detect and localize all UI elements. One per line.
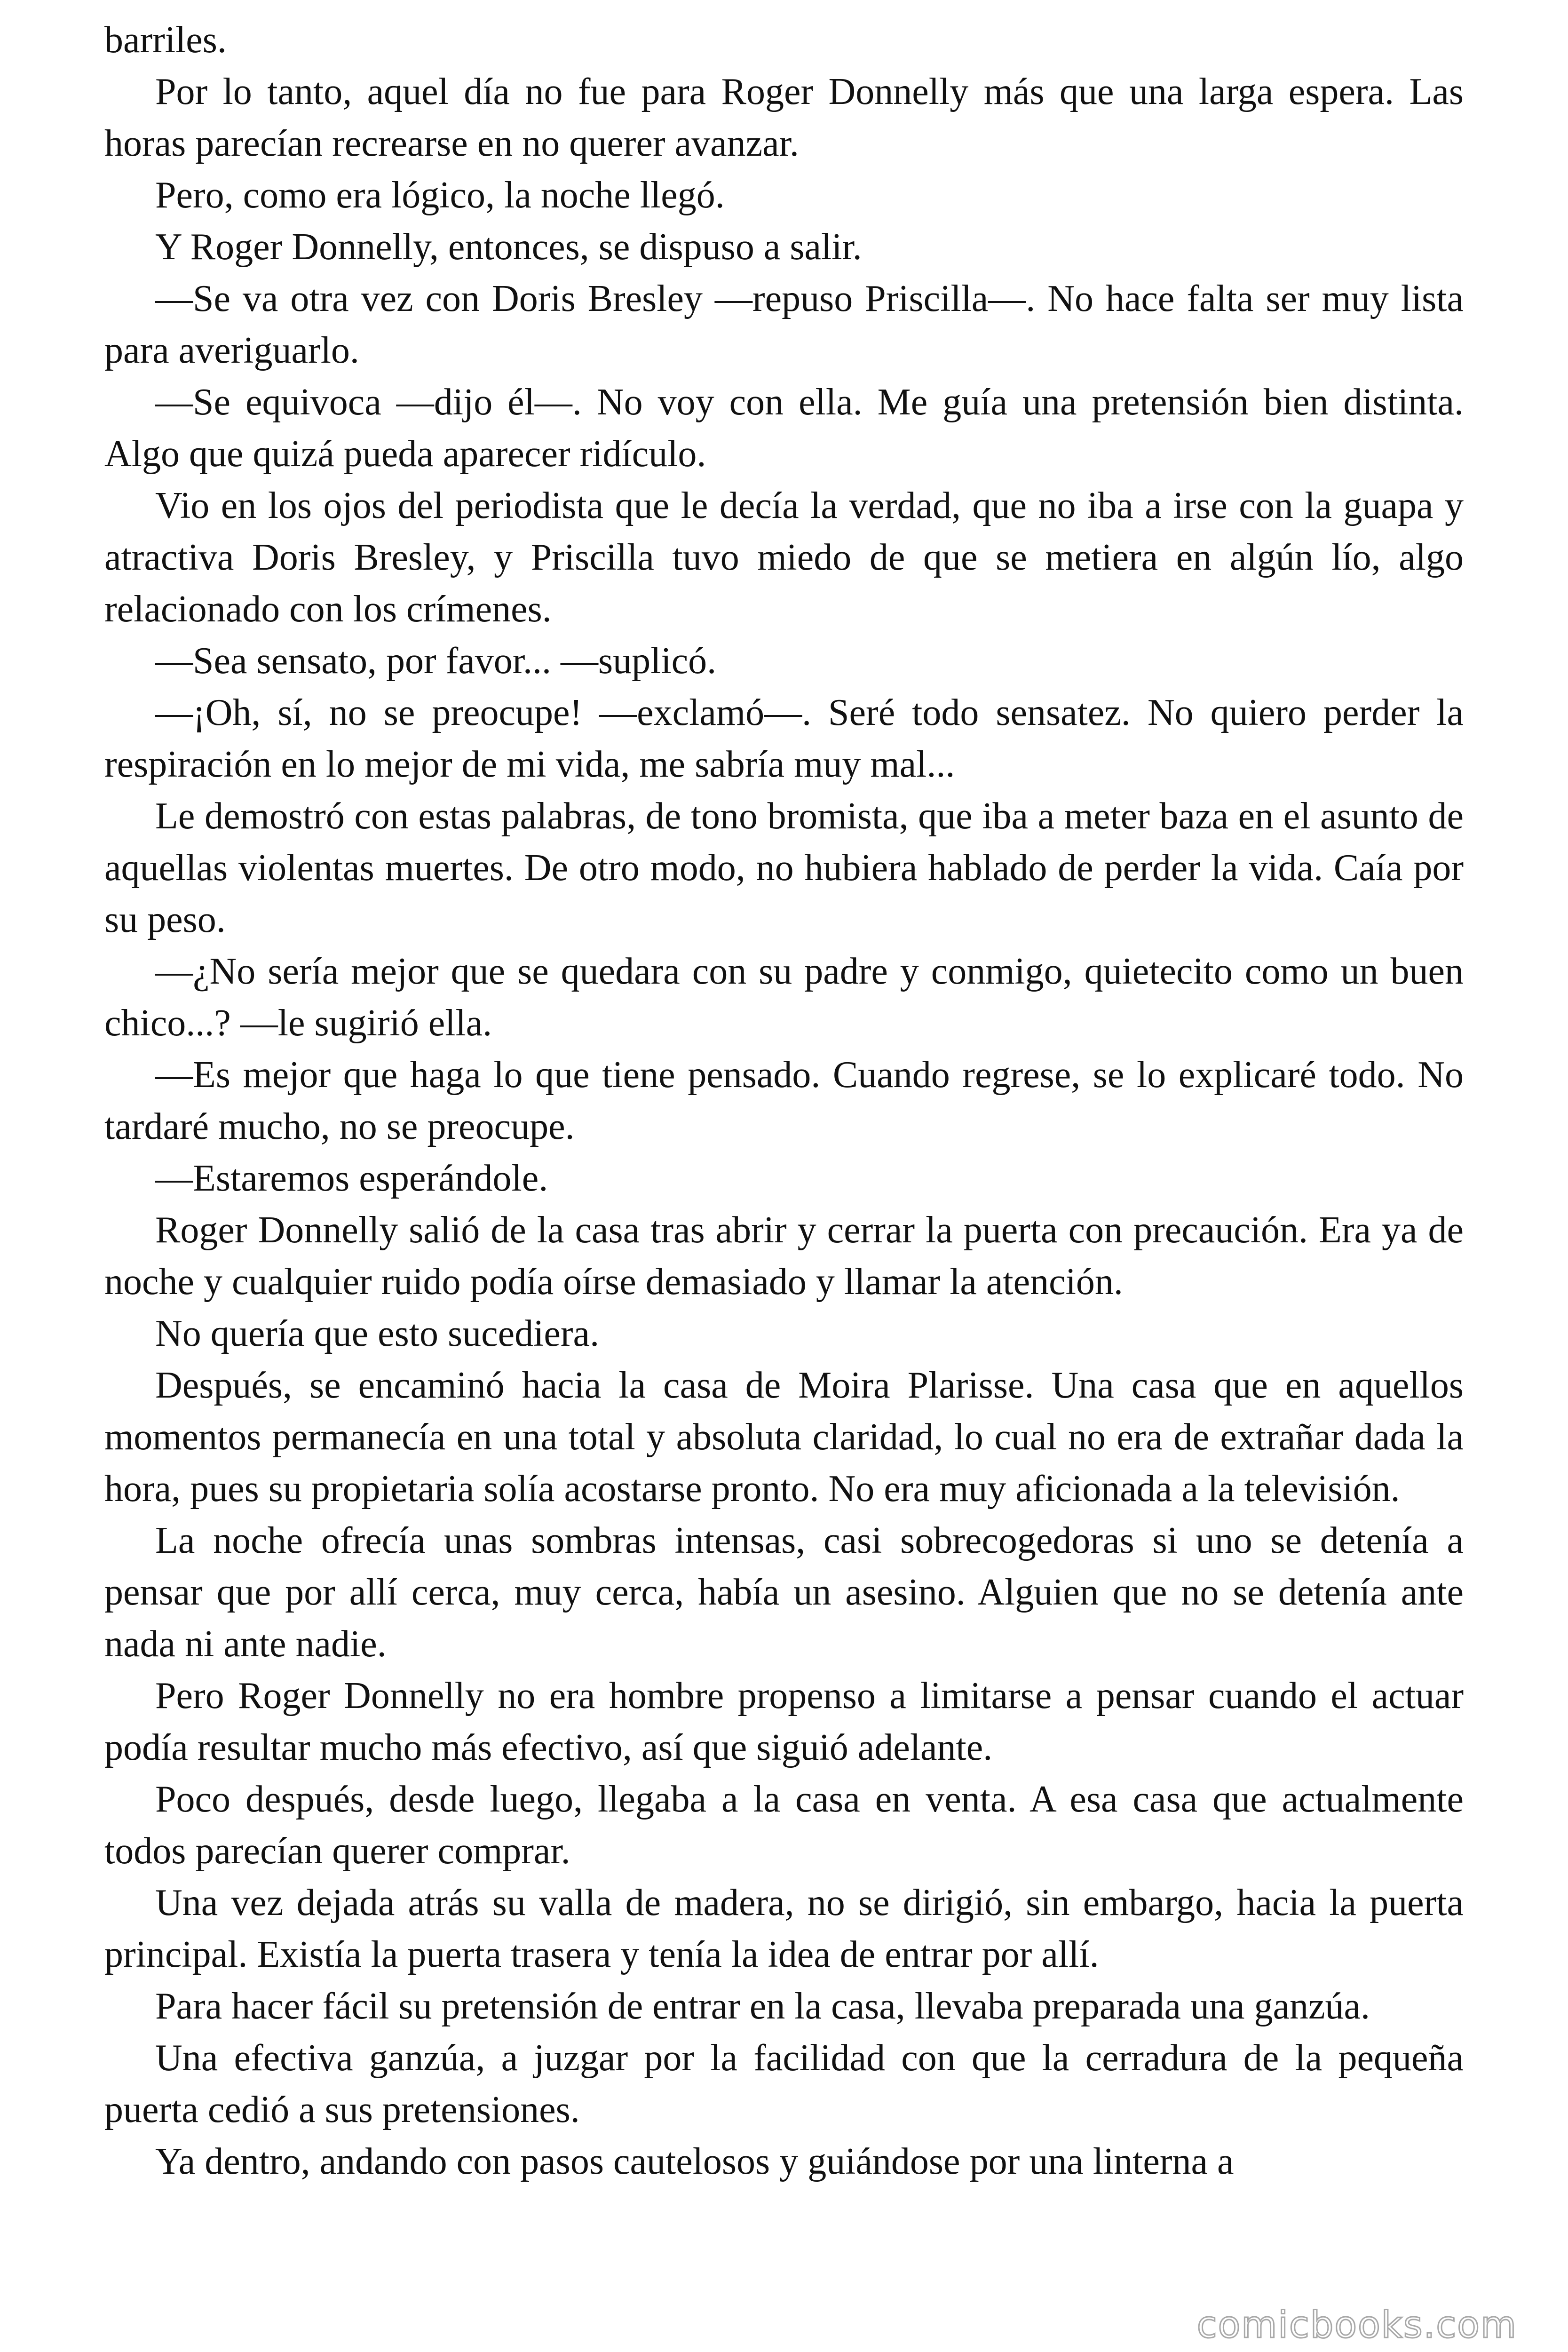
paragraph: Una efectiva ganzúa, a juzgar por la facilidad con que la cerradura de la pequeña puerta cedió a sus pretensiones. [104, 2037, 1464, 2130]
paragraph: Pero Roger Donnelly no era hombre propenso a limitarse a pensar cuando el actuar podía resultar mucho más efectivo, así que siguió adelante. [104, 1675, 1464, 1768]
watermark: comicbooks.com [1196, 2304, 1517, 2346]
paragraph: Pero, como era lógico, la noche llegó. [155, 175, 725, 216]
paragraph: —Sea sensato, por favor... —suplicó. [155, 640, 717, 682]
paragraph: Por lo tanto, aquel día no fue para Roger Donnelly más que una larga espera. Las horas parecían recrearse en no querer avanzar. [104, 71, 1464, 164]
paragraph: No quería que esto sucediera. [155, 1313, 600, 1354]
paragraph: —Estaremos esperándole. [155, 1158, 548, 1199]
paragraph: —Es mejor que haga lo que tiene pensado. Cuando regrese, se lo explicaré todo. No tardaré mucho, no se preocupe. [104, 1054, 1464, 1147]
paragraph: barriles. [104, 19, 227, 61]
paragraph: —Se equivoca —dijo él—. No voy con ella. Me guía una pretensión bien distinta. Algo que quizá pueda aparecer ridículo. [104, 381, 1464, 475]
body-text [104, 14, 1464, 2187]
paragraph: —¿No sería mejor que se quedara con su padre y conmigo, quietecito como un buen chico...? —le sugirió ella. [104, 951, 1464, 1044]
paragraph: Vio en los ojos del periodista que le decía la verdad, que no iba a irse con la guapa y atractiva Doris Bresley, y Priscilla tuvo miedo de que se metiera en algún lío, algo relacionado con los crímenes. [104, 485, 1464, 630]
paragraph: Y Roger Donnelly, entonces, se dispuso a salir. [155, 226, 862, 268]
paragraph: —Se va otra vez con Doris Bresley —repuso Priscilla—. No hace falta ser muy lista para averiguarlo. [104, 278, 1464, 371]
paragraph: Roger Donnelly salió de la casa tras abrir y cerrar la puerta con precaución. Era ya de noche y cualquier ruido podía oírse demasiado y llamar la atención. [104, 1209, 1464, 1303]
paragraph: La noche ofrecía unas sombras intensas, casi sobrecogedoras si uno se detenía a pensar que por allí cerca, muy cerca, había un asesino. Alguien que no se detenía ante nada ni ante nadie. [104, 1520, 1464, 1665]
paragraph: Poco después, desde luego, llegaba a la casa en venta. A esa casa que actualmente todos parecían querer comprar. [104, 1779, 1464, 1872]
paragraph: Una vez dejada atrás su valla de madera, no se dirigió, sin embargo, hacia la puerta principal. Existía la puerta trasera y tenía la idea de entrar por allí. [104, 1882, 1464, 1975]
paragraph: Le demostró con estas palabras, de tono bromista, que iba a meter baza en el asunto de aquellas violentas muertes. De otro modo, no hubiera hablado de perder la vida. Caía por su peso. [104, 795, 1464, 940]
paragraph: Para hacer fácil su pretensión de entrar en la casa, llevaba preparada una ganzúa. [155, 1986, 1370, 2027]
paragraph: —¡Oh, sí, no se preocupe! —exclamó—. Seré todo sensatez. No quiero perder la respiración en lo mejor de mi vida, me sabría muy mal... [104, 692, 1464, 785]
paragraph: Después, se encaminó hacia la casa de Moira Plarisse. Una casa que en aquellos momentos permanecía en una total y absoluta claridad, lo cual no era de extrañar dada la hora, pues su propietaria solía acostarse pronto. No era muy aficionada a la televisión. [104, 1365, 1464, 1510]
paragraph: Ya dentro, andando con pasos cautelosos y guiándose por una linterna a [155, 2141, 1234, 2182]
